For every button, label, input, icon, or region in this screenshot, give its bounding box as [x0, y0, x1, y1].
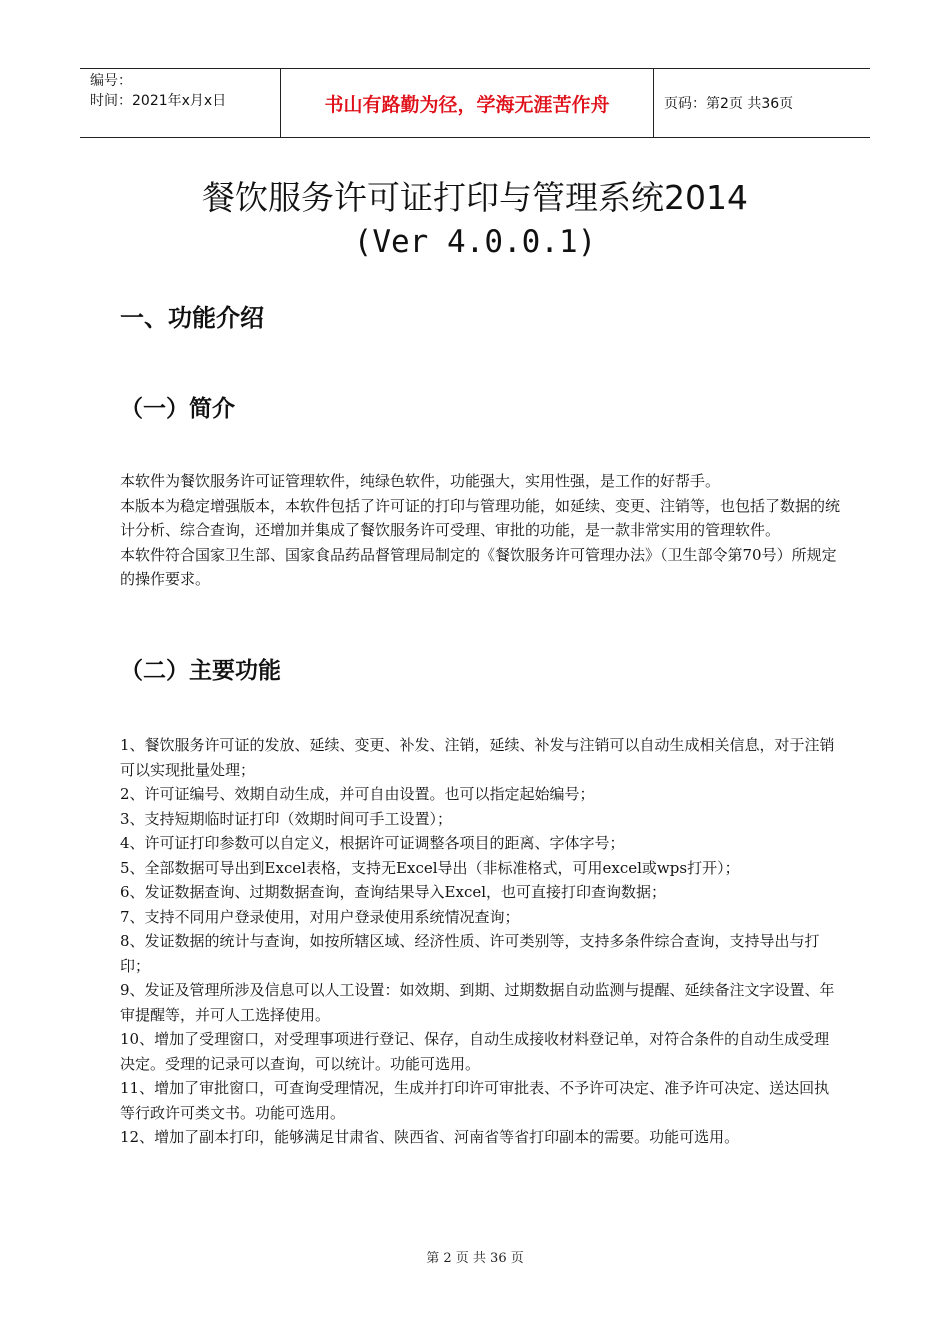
subsection-heading-main-features: （二）主要功能	[120, 658, 281, 684]
header-motto: 书山有路勤为径，学海无涯苦作舟	[281, 69, 654, 137]
intro-paragraph: 本版本为稳定增强版本，本软件包括了许可证的打印与管理功能，如延续、变更、注销等，也包括了数据的统计分析、综合查询，还增加并集成了餐饮服务许可受理、审批的功能，是一款非常实用的管理软件。	[120, 496, 841, 539]
intro-body	[120, 469, 840, 592]
intro-paragraph: 本软件符合国家卫生部、国家食品药品督管理局制定的《餐饮服务许可管理办法》（卫生部令第70号）所规定的操作要求。	[120, 545, 837, 588]
feature-item: 3、支持短期临时证打印（效期时间可手工设置）；	[120, 809, 453, 828]
feature-item: 10、增加了受理窗口，对受理事项进行登记、保存，自动生成接收材料登记单，对符合条件的自动生成受理决定。受理的记录可以查询，可以统计。功能可选用。	[120, 1030, 830, 1073]
feature-item: 7、支持不同用户登录使用，对用户登录使用系统情况查询；	[120, 907, 520, 926]
feature-item: 11、增加了审批窗口，可查询受理情况，生成并打印许可审批表、不予许可决定、准予许可决定、送达回执等行政许可类文书。功能可选用。	[120, 1079, 830, 1122]
feature-item: 12、增加了副本打印，能够满足甘肃省、陕西省、河南省等省打印副本的需要。功能可选用。	[120, 1128, 740, 1146]
feature-item: 2、许可证编号、效期自动生成，并可自由设置。也可以指定起始编号；	[120, 785, 595, 803]
document-version: (Ver 4.0.0.1)	[353, 224, 597, 260]
feature-item: 1、餐饮服务许可证的发放、延续、变更、补发、注销，延续、补发与注销可以自动生成相关信息，对于注销可以实现批量处理；	[120, 736, 835, 779]
header-page-info: 页码：第2页 共36页	[664, 96, 794, 112]
feature-item: 8、发证数据的统计与查询，如按所辖区域、经济性质、许可类别等，支持多条件综合查询，支持导出与打印；	[120, 932, 820, 975]
feature-item: 5、全部数据可导出到Excel表格，支持无Excel导出（非标准格式，可用excel或wps打开）；	[120, 858, 740, 877]
intro-paragraph: 本软件为餐饮服务许可证管理软件，纯绿色软件，功能强大，实用性强，是工作的好帮手。	[120, 472, 721, 490]
document-time: 时间：2021年x月x日	[90, 93, 227, 109]
document-number-label: 编号：	[90, 73, 132, 89]
feature-item: 6、发证数据查询、过期数据查询，查询结果导入Excel，也可直接打印查询数据；	[120, 883, 667, 901]
subsection-heading-intro: （一）简介	[120, 396, 235, 422]
header-meta	[80, 69, 281, 137]
feature-item: 4、许可证打印参数可以自定义，根据许可证调整各项目的距离、字体字号；	[120, 834, 625, 852]
feature-list	[120, 733, 840, 1150]
page-footer: 第 2 页 共 36 页	[426, 1251, 524, 1266]
section-heading-features-intro: 一、功能介绍	[120, 304, 264, 332]
page-header	[80, 68, 870, 138]
document-title: 餐饮服务许可证打印与管理系统2014	[202, 178, 748, 217]
feature-item: 9、发证及管理所涉及信息可以人工设置：如效期、到期、过期数据自动监测与提醒、延续备注文字设置、年审提醒等，并可人工选择使用。	[120, 981, 835, 1024]
